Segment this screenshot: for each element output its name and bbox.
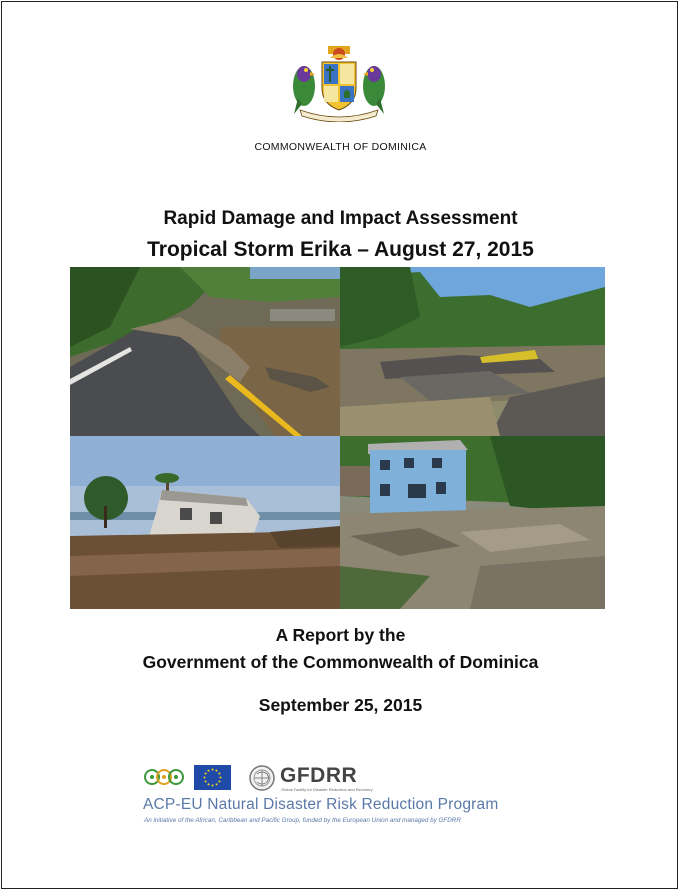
eu-flag-icon: [194, 765, 231, 790]
coat-of-arms-emblem: [286, 44, 392, 122]
report-by-line: A Report by the: [275, 625, 406, 645]
report-subtitle: Tropical Storm Erika – August 27, 2015: [147, 238, 534, 261]
sponsor-logos: [140, 762, 540, 832]
toppled-house-photo: [70, 436, 340, 609]
program-name: ACP-EU Natural Disaster Risk Reduction Program: [143, 796, 499, 813]
country-name: COMMONWEALTH OF DOMINICA: [254, 141, 427, 153]
gfdrr-wordmark: GFDRR: [280, 764, 358, 787]
gfdrr-globe-icon: [248, 764, 276, 792]
initiative-note: An initiative of the African, Caribbean and Pacific Group, funded by the European Union and managed by GFDRR: [144, 817, 461, 824]
collapsed-road-photo: [70, 267, 340, 436]
report-title: Rapid Damage and Impact Assessment: [163, 208, 518, 229]
acp-logo-icon: [144, 764, 184, 790]
flood-debris-house-photo: [340, 436, 605, 609]
report-date: September 25, 2015: [258, 695, 423, 715]
photo-collage: [70, 267, 605, 609]
government-line: Government of the Commonwealth of Dominica: [142, 652, 539, 672]
collapsed-bridge-photo: [340, 267, 605, 436]
gfdrr-full-name: Global Facility for Disaster Reduction and Recovery: [281, 787, 373, 792]
